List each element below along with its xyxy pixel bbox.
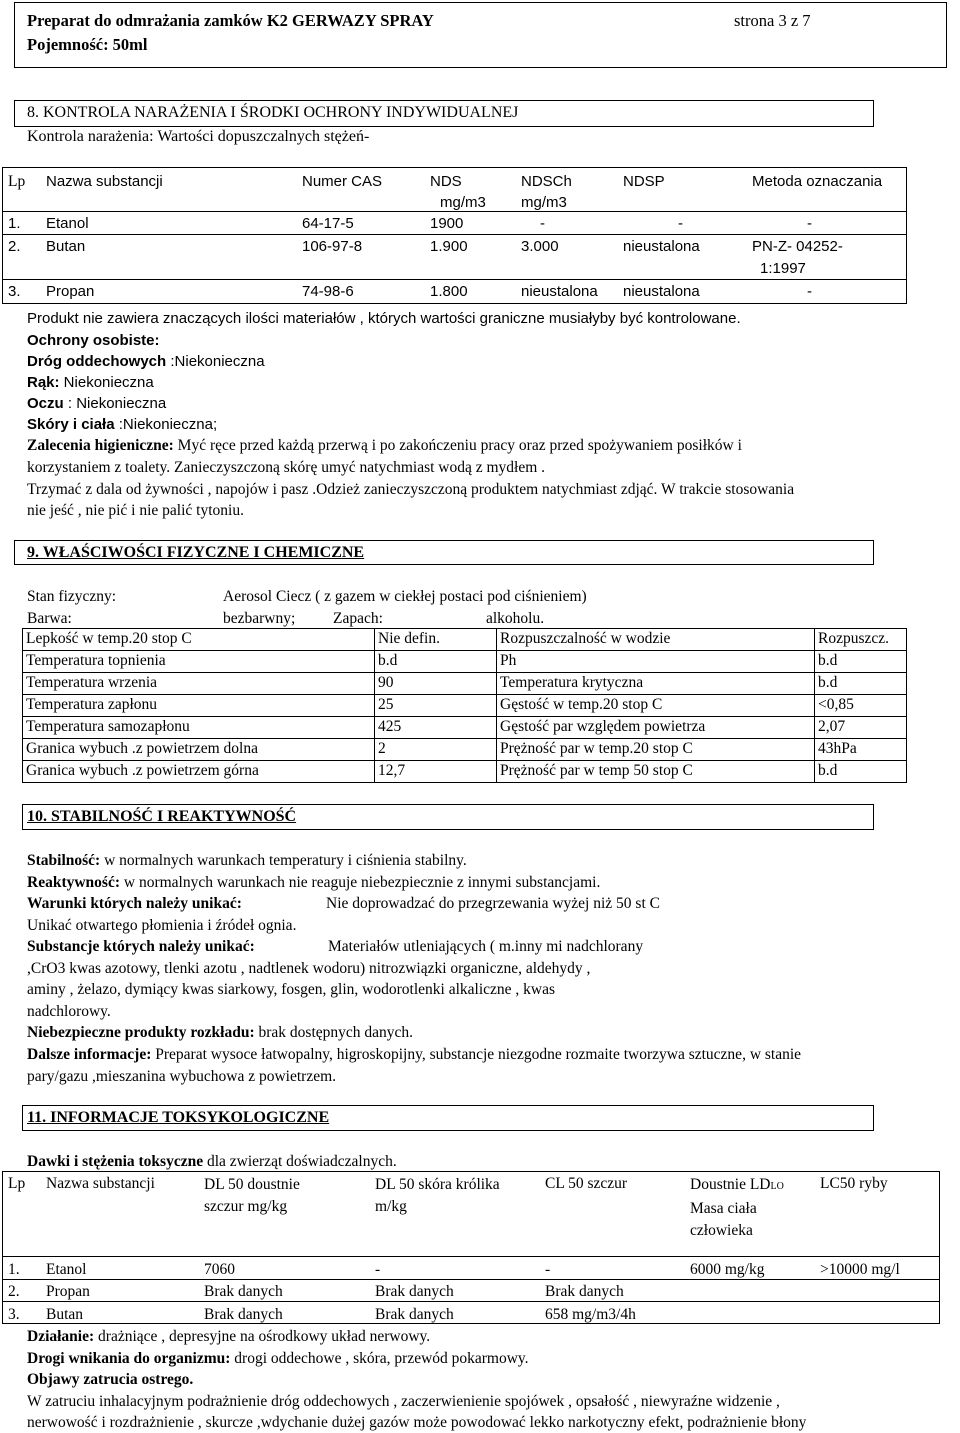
- exposure-header-cas: Numer CAS: [302, 173, 383, 190]
- avoid-substances-line2: ,CrO3 kwas azotowy, tlenki azotu , nadtlenek wodoru) nitrozwiązki organiczne, aldehydy ,: [27, 960, 591, 977]
- toxic-doses-line: Dawki i stężenia toksyczne dla zwierząt doświadczalnych.: [27, 1153, 397, 1170]
- further-info-line: Dalsze informacje: Preparat wysoce łatwopalny, higroskopijny, substancje niezgodne rozmaite tworzywa sztuczne, w stanie: [27, 1046, 802, 1063]
- exposure-row2-lp: 2.: [8, 238, 21, 255]
- tox-cell: Brak danych: [375, 1306, 454, 1323]
- tox-header-lp: Lp: [8, 1175, 26, 1192]
- symptoms-title: Objawy zatrucia ostrego.: [27, 1371, 194, 1388]
- tox-header-rule: [2, 1256, 940, 1257]
- action-line: Działanie: drażniące , depresyjne na ośrodkowy układ nerwowy.: [27, 1328, 431, 1345]
- property-name: Temperatura topnienia: [23, 651, 375, 673]
- exposure-row-rule: [2, 279, 907, 280]
- property-value: b.d: [375, 651, 497, 673]
- property-value: Nie defin.: [375, 629, 497, 651]
- exposure-header-method: Metoda oznaczania: [752, 173, 883, 190]
- avoid-substances-label: Substancje których należy unikać:: [27, 938, 255, 955]
- property-name: Temperatura krytyczna: [497, 673, 815, 695]
- property-value: b.d: [815, 761, 907, 783]
- property-value: <0,85: [815, 695, 907, 717]
- hygiene-line4: nie jeść , nie pić i nie palić tytoniu.: [27, 502, 244, 519]
- exposure-row1-nds: 1900: [430, 215, 464, 232]
- tox-cell: Brak danych: [375, 1283, 454, 1300]
- property-name: Prężność par w temp 50 stop C: [497, 761, 815, 783]
- product-capacity: Pojemność: 50ml: [27, 35, 148, 54]
- hygiene-line1: Zalecenia higieniczne: Myć ręce przed każdą przerwą i po zakończeniu pracy oraz przed spożywaniem posiłków i: [27, 437, 742, 454]
- exposure-table-bottom-rule: [2, 303, 907, 304]
- exposure-row3-method: -: [807, 283, 812, 300]
- tox-cell: Brak danych: [204, 1283, 283, 1300]
- property-value: 12,7: [375, 761, 497, 783]
- exposure-header-lp: Lp: [8, 173, 26, 190]
- exposure-row2-ndsch: 3.000: [521, 238, 559, 255]
- exposure-header-nds-unit: mg/m3: [440, 194, 486, 211]
- exposure-row3-ndsch: nieustalona: [521, 283, 598, 300]
- physical-properties-table: [22, 628, 907, 783]
- tox-header-lc50: LC50 ryby: [820, 1175, 888, 1192]
- avoid-conditions-value: Nie doprowadzać do przegrzewania wyżej niż 50 st C: [326, 895, 660, 912]
- page-number: strona 3 z 7: [734, 11, 811, 30]
- document-title: Preparat do odmrażania zamków K2 GERWAZY SPRAY: [27, 11, 434, 30]
- tox-header-dl50-skin: DL 50 skóra królika m/kg: [375, 1176, 500, 1215]
- tox-cell: Propan: [46, 1283, 90, 1300]
- exposure-row2-method: PN-Z- 04252-: [752, 238, 843, 255]
- tox-cell: -: [545, 1261, 551, 1278]
- exposure-header-ndsp: NDSP: [623, 173, 665, 190]
- property-row: [23, 673, 907, 695]
- exposure-row3-lp: 3.: [8, 283, 21, 300]
- tox-cell: 2.: [8, 1283, 20, 1300]
- property-value: 2: [375, 739, 497, 761]
- property-value: 425: [375, 717, 497, 739]
- property-name: Granica wybuch .z powietrzem dolna: [23, 739, 375, 761]
- tox-cell: >10000 mg/l: [820, 1261, 900, 1278]
- exposure-row1-method: -: [807, 215, 812, 232]
- exposure-header-name: Nazwa substancji: [46, 173, 163, 190]
- tox-cell: 3.: [8, 1306, 20, 1323]
- property-row: [23, 629, 907, 651]
- tox-cell: 658 mg/m3/4h: [545, 1306, 636, 1323]
- state-value: Aerosol Ciecz ( z gazem w ciekłej postaci pod ciśnieniem): [223, 588, 587, 605]
- property-name: Temperatura wrzenia: [23, 673, 375, 695]
- property-name: Temperatura zapłonu: [23, 695, 375, 717]
- exposure-row1-cas: 64-17-5: [302, 215, 354, 232]
- hygiene-line3: Trzymać z dala od żywności , napojów i pasz .Odzież zanieczyszczoną produktem natychmiast zdjąć. W trakcie stosowania: [27, 481, 795, 498]
- tox-cell: 6000 mg/kg: [690, 1261, 765, 1278]
- tox-row-rule: [2, 1301, 940, 1302]
- exposure-row2-ndsp: nieustalona: [623, 238, 700, 255]
- further-info-line2: pary/gazu ,mieszanina wybuchowa z powietrzem.: [27, 1068, 337, 1085]
- exposure-header-rule: [2, 211, 907, 212]
- property-value: 90: [375, 673, 497, 695]
- exposure-row2-cas: 106-97-8: [302, 238, 363, 255]
- hygiene-line2: korzystaniem z toalety. Zanieczyszczoną skórę umyć natychmiast wodą z mydłem .: [27, 459, 546, 476]
- tox-header-cl50: CL 50 szczur: [545, 1175, 628, 1192]
- property-value: 2,07: [815, 717, 907, 739]
- property-name: Ph: [497, 651, 815, 673]
- protection-title: Ochrony osobiste:: [27, 332, 160, 349]
- symptoms-line2: nerwowość i rozdrażnienie , skurcze ,wdychanie dużej gazów może powodować lekko narkotyczny efekt, podrażnienie błony: [27, 1414, 807, 1431]
- exposure-header-nds: NDS: [430, 173, 462, 190]
- exposure-row-rule: [2, 234, 907, 235]
- avoid-conditions-line2: Unikać otwartego płomienia i źródeł ognia.: [27, 917, 297, 934]
- section11-heading: 11. INFORMACJE TOKSYKOLOGICZNE: [27, 1109, 330, 1126]
- property-row: [23, 651, 907, 673]
- tox-cell: Etanol: [46, 1261, 87, 1278]
- exposure-row2-name: Butan: [46, 238, 86, 255]
- state-label: Stan fizyczny:: [27, 588, 117, 605]
- protection-eyes: Oczu : Niekonieczna: [27, 395, 167, 412]
- avoid-substances-line3: aminy , żelazo, dymiący kwas siarkowy, fosgen, glin, wodorotlenki alkaliczne , kwas: [27, 981, 555, 998]
- exposure-row1-lp: 1.: [8, 215, 21, 232]
- property-value: b.d: [815, 651, 907, 673]
- property-name: Gęstość w temp.20 stop C: [497, 695, 815, 717]
- property-name: Gęstość par względem powietrza: [497, 717, 815, 739]
- protection-respiratory: Dróg oddechowych :Niekonieczna: [27, 353, 265, 370]
- property-row: [23, 695, 907, 717]
- color-label: Barwa:: [27, 610, 72, 627]
- exposure-table-right-rule: [906, 167, 907, 303]
- property-value: 25: [375, 695, 497, 717]
- property-row: [23, 717, 907, 739]
- property-value: 43hPa: [815, 739, 907, 761]
- tox-cell: 7060: [204, 1261, 235, 1278]
- tox-cell: Brak danych: [545, 1283, 624, 1300]
- odor-label: Zapach:: [333, 610, 383, 627]
- tox-row-rule: [2, 1279, 940, 1280]
- exposure-table-top-rule: [2, 167, 907, 168]
- tox-header-human: Doustnie LDLO Masa ciała człowieka: [690, 1176, 784, 1239]
- property-row: [23, 761, 907, 783]
- section10-heading: 10. STABILNOŚĆ I REAKTYWNOŚĆ: [27, 808, 297, 825]
- symptoms-line1: W zatruciu inhalacyjnym podrażnienie dróg oddechowych , zaczerwienienie spojówek , opsałość , niewyraźne widzenie ,: [27, 1393, 780, 1410]
- decomposition-line: Niebezpieczne produkty rozkładu: brak dostępnych danych.: [27, 1024, 414, 1041]
- exposure-row3-cas: 74-98-6: [302, 283, 354, 300]
- property-name: Temperatura samozapłonu: [23, 717, 375, 739]
- property-name: Prężność par w temp.20 stop C: [497, 739, 815, 761]
- property-name: Lepkość w temp.20 stop C: [23, 629, 375, 651]
- exposure-header-ndsch-unit: mg/m3: [521, 194, 567, 211]
- exposure-row1-ndsch: -: [540, 215, 545, 232]
- avoid-substances-line4: nadchlorowy.: [27, 1003, 111, 1020]
- property-value: Rozpuszcz.: [815, 629, 907, 651]
- avoid-substances-value: Materiałów utleniających ( m.inny mi nadchlorany: [328, 938, 644, 955]
- property-name: Granica wybuch .z powietrzem górna: [23, 761, 375, 783]
- section9-heading: 9. WŁAŚCIWOŚCI FIZYCZNE I CHEMICZNE: [27, 544, 365, 561]
- exposure-row2-method-cont: 1:1997: [760, 260, 806, 277]
- exposure-table-left-rule: [2, 167, 3, 303]
- odor-value: alkoholu.: [486, 610, 545, 627]
- exposure-subheading: Kontrola narażenia: Wartości dopuszczalnych stężeń-: [27, 128, 370, 145]
- exposure-row2-nds: 1.900: [430, 238, 468, 255]
- exposure-row1-ndsp: -: [678, 215, 683, 232]
- avoid-conditions-label: Warunki których należy unikać:: [27, 895, 242, 912]
- tox-cell: Brak danych: [204, 1306, 283, 1323]
- tox-cell: 1.: [8, 1261, 20, 1278]
- tox-header-dl50-oral: DL 50 doustnie szczur mg/kg: [204, 1176, 300, 1215]
- tox-cell: Butan: [46, 1306, 84, 1323]
- exposure-row3-nds: 1.800: [430, 283, 468, 300]
- routes-line: Drogi wnikania do organizmu: drogi oddechowe , skóra, przewód pokarmowy.: [27, 1350, 529, 1367]
- property-row: [23, 739, 907, 761]
- protection-hands: Rąk: Niekonieczna: [27, 374, 154, 391]
- stability-line: Stabilność: w normalnych warunkach temperatury i ciśnienia stabilny.: [27, 852, 467, 869]
- section8-heading: 8. KONTROLA NARAŻENIA I ŚRODKI OCHRONY INDYWIDUALNEJ: [27, 104, 519, 121]
- exposure-row1-name: Etanol: [46, 215, 89, 232]
- tox-header-name: Nazwa substancji: [46, 1175, 155, 1192]
- exposure-note: Produkt nie zawiera znaczących ilości materiałów , których wartości graniczne musiałyby być kontrolowane.: [27, 310, 741, 327]
- exposure-header-ndsch: NDSCh: [521, 173, 572, 190]
- exposure-row3-ndsp: nieustalona: [623, 283, 700, 300]
- tox-cell: -: [375, 1261, 381, 1278]
- reactivity-line: Reaktywność: w normalnych warunkach nie reaguje niebezpiecznie z innymi substancjami.: [27, 874, 601, 891]
- color-value: bezbarwny;: [223, 610, 296, 627]
- property-value: b.d: [815, 673, 907, 695]
- property-name: Rozpuszczalność w wodzie: [497, 629, 815, 651]
- exposure-row3-name: Propan: [46, 283, 95, 300]
- protection-skin: Skóry i ciała :Niekonieczna;: [27, 416, 218, 433]
